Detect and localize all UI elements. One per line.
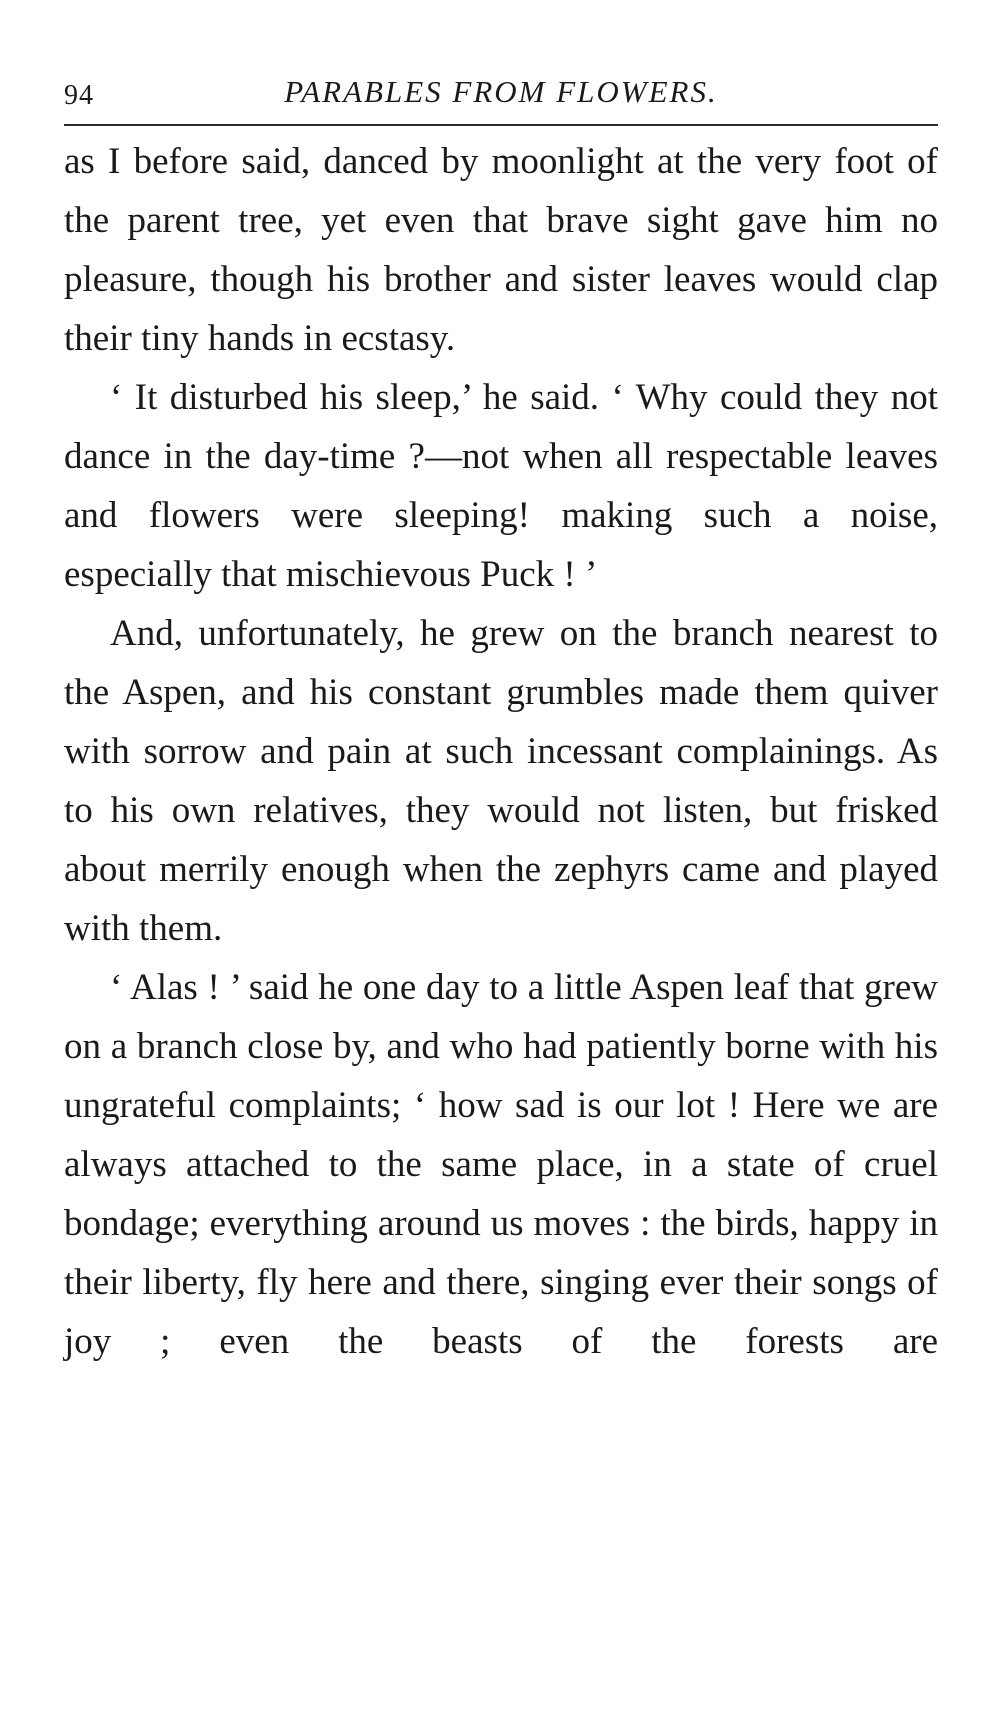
running-head <box>64 62 938 112</box>
paragraph-1: as I before said, danced by moonlight at the very foot of the parent tree, yet even that brave sight gave him no pleasure, though his brother and sister leaves would clap their tiny hands in ecstasy. <box>64 141 938 359</box>
paragraph-2: ‘ It disturbed his sleep,’ he said. ‘ Why could they not dance in the day-time ?—not when all respectable leaves and flowers were sleeping! making such a noise, especially that mischievous Puck ! ’ <box>64 377 938 595</box>
paragraph-3: And, unfortunately, he grew on the branch nearest to the Aspen, and his constant grumbles made them quiver with sorrow and pain at such incessant complainings. As to his own relatives, they would not listen, but frisked about merrily enough when the zephyrs came and played with them. <box>64 613 938 949</box>
running-title: PARABLES FROM FLOWERS. <box>284 74 718 109</box>
body-text <box>64 132 938 1371</box>
page-number: 94 <box>64 80 94 111</box>
book-page <box>64 62 938 1371</box>
paragraph-4: ‘ Alas ! ’ said he one day to a little Aspen leaf that grew on a branch close by, and who had patiently borne with his ungrateful complaints; ‘ how sad is our lot ! Here we are always attached to the same place, in a state of cruel bondage; everything around us moves : the birds, happy in their liberty, fly here and there, singing ever their songs of joy ; even the beasts of the forests are <box>64 967 938 1362</box>
header-rule <box>64 124 938 126</box>
